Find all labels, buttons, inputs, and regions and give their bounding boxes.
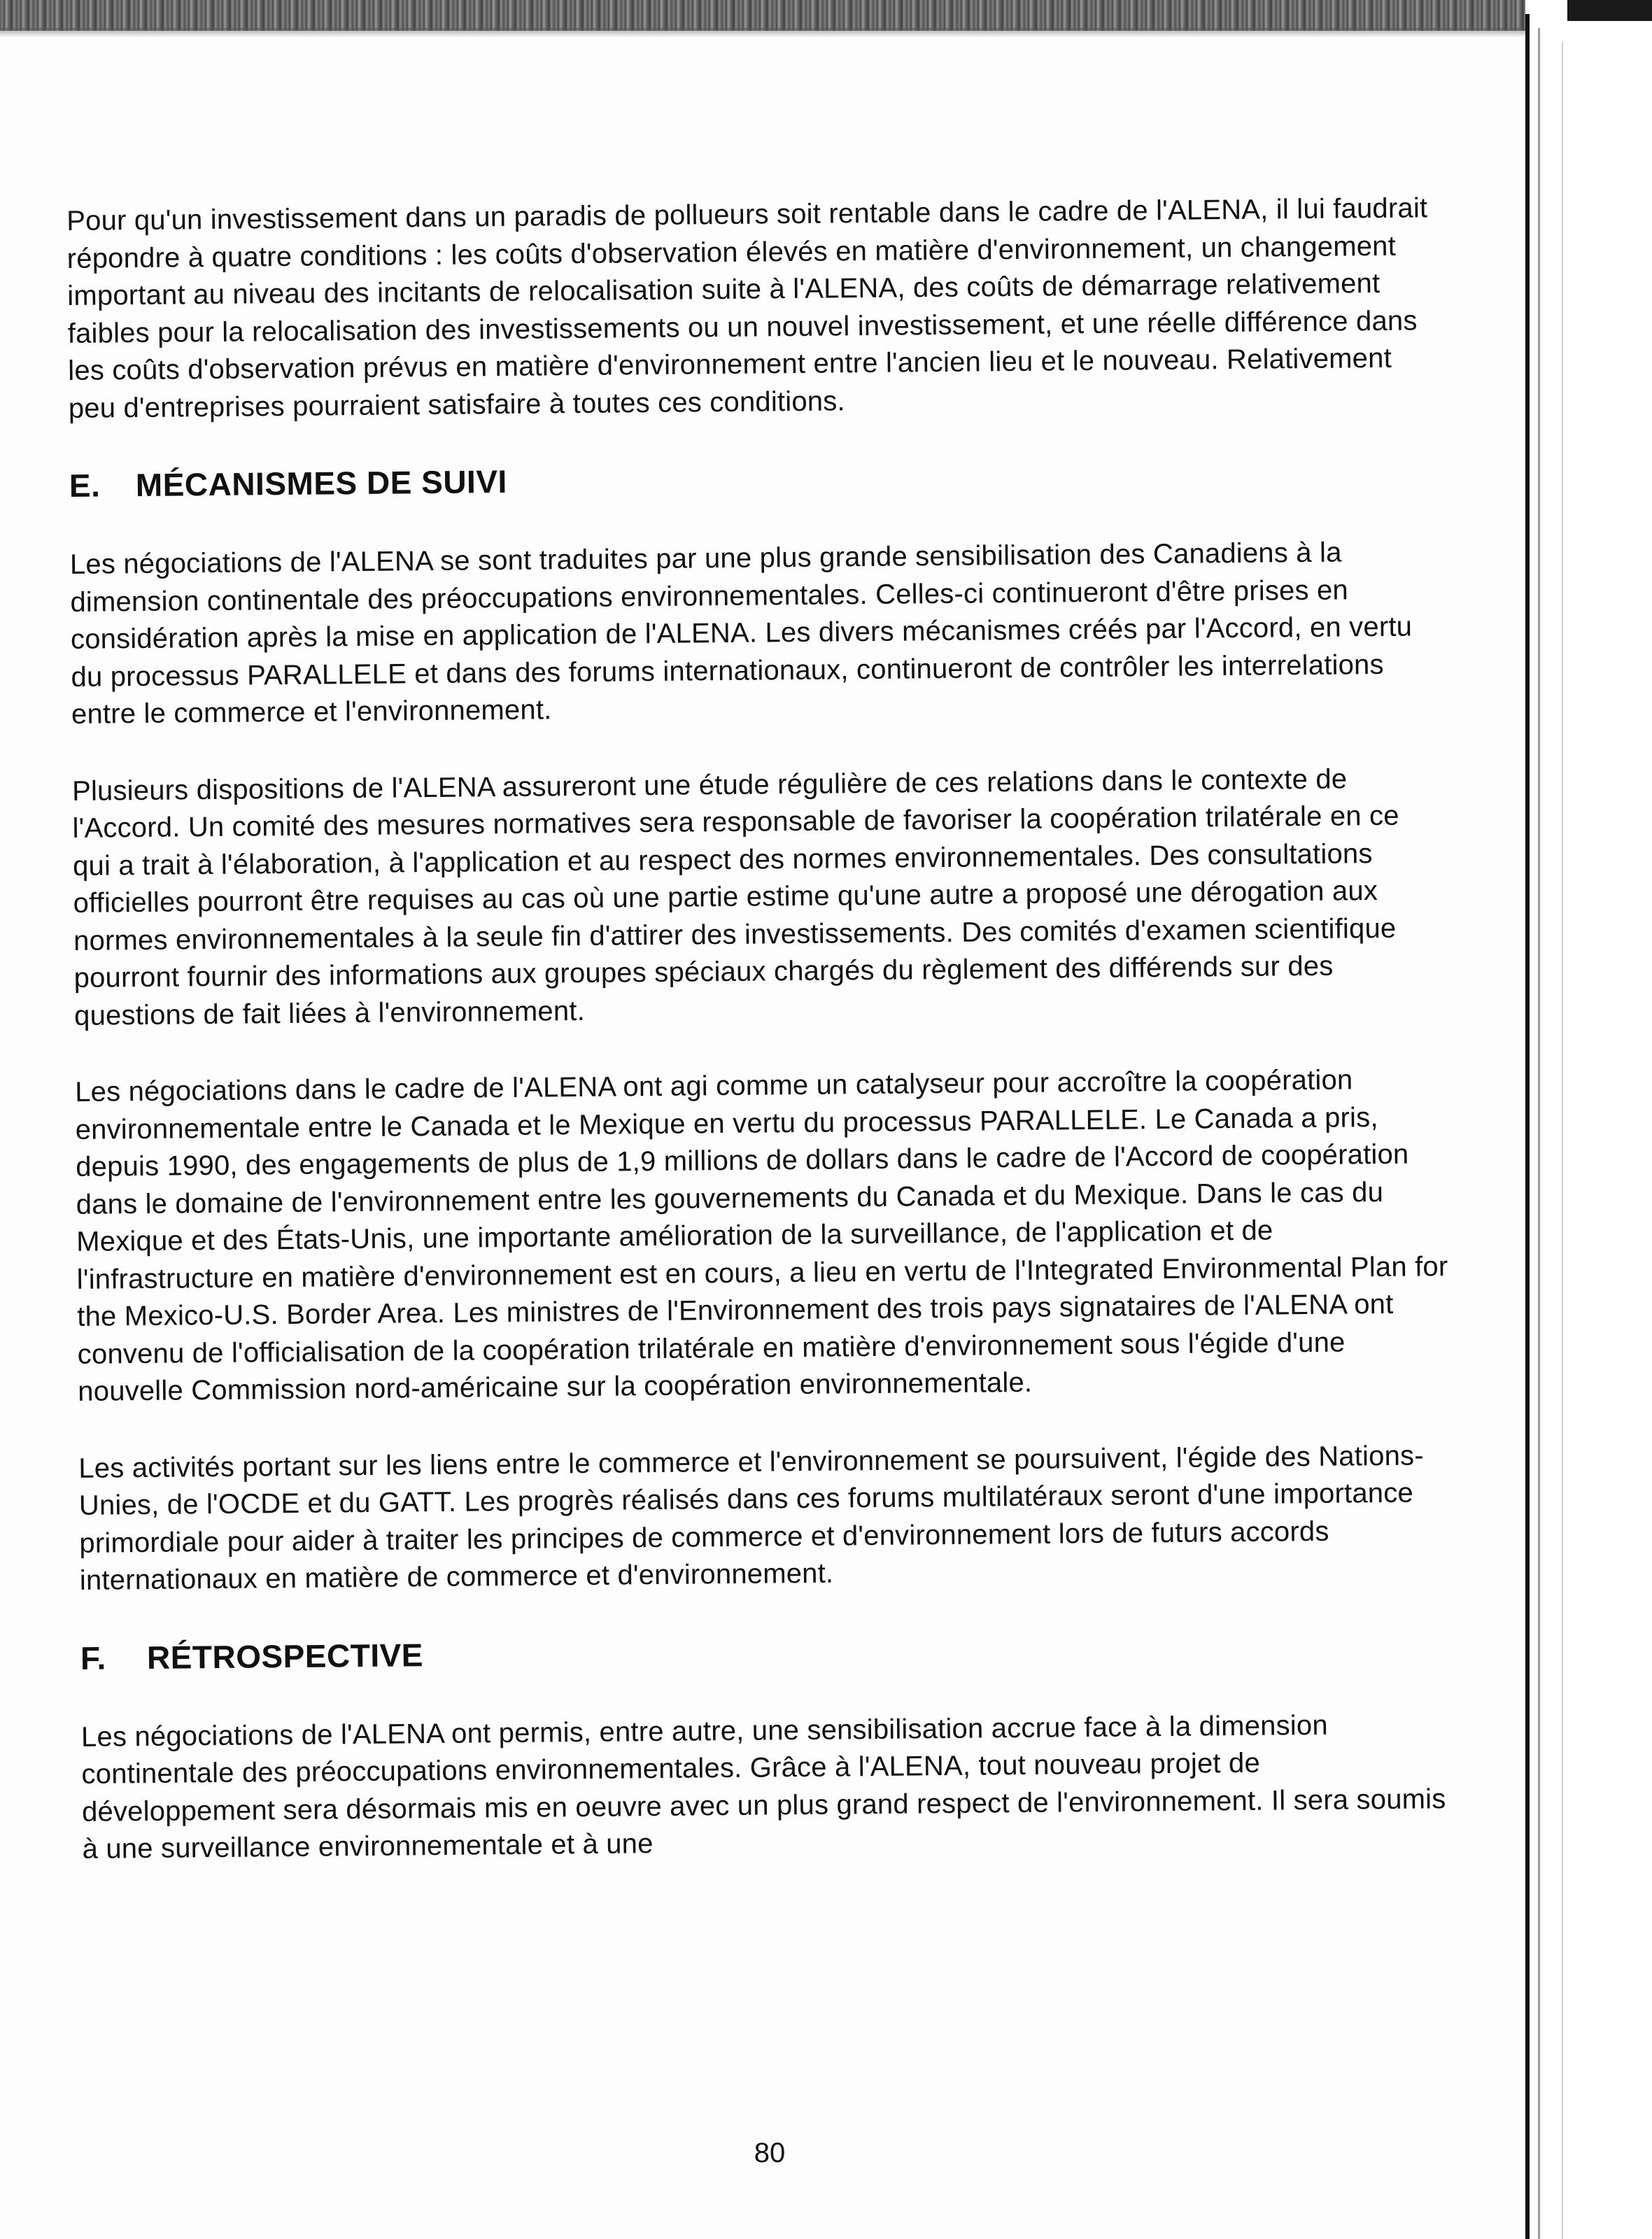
binding-line <box>1538 28 1540 2239</box>
binding-line <box>1562 42 1563 2239</box>
paragraph: Les activités portant sur les liens entre le commerce et l'environnement se poursuivent, l'égide des Nations-Unies, de l'OCDE et du GATT. Les progrès réalisés dans ces forums multilatéraux seront d'une importance primordiale pour aider à traiter les principes de commerce et d'environnement lors de futurs accords internationaux en matière de commerce et d'environnement. <box>78 1439 1424 1596</box>
paragraph: Les négociations de l'ALENA ont permis, entre autre, une sensibilisation accrue face à la dimension continentale des préoccupations environnementales. Grâce à l'ALENA, tout nouveau projet de développement sera désormais mis en oeuvre avec un plus grand respect de l'environnement. Il sera soumis à une surveillance environnementale et à une <box>80 1709 1446 1865</box>
page-content <box>66 190 1454 1907</box>
page-number: 80 <box>754 2138 786 2168</box>
section-heading-f <box>80 1626 1452 1677</box>
section-title: RÉTROSPECTIVE <box>146 1636 424 1676</box>
section-title: MÉCANISMES DE SUIVI <box>135 462 508 504</box>
paragraph-intro: Pour qu'un investissement dans un paradis de pollueurs soit rentable dans le cadre de l'ALENA, il lui faudrait répondre à quatre conditions : les coûts d'observation élevés en matière d'environnement, un changement important au niveau des incitants de relocalisation suite à l'ALENA, des coûts de démarrage relativement faibles pour la relocalisation des investissements ou un nouvel investissement, et une réelle différence dans les coûts d'observation prévus en matière d'environnement entre l'ancien lieu et le nouveau. Relativement peu d'entreprises pourraient satisfaire à toutes ces conditions. <box>66 192 1428 424</box>
binding-line <box>1525 14 1530 2239</box>
section-letter: E. <box>69 467 101 504</box>
paragraph: Plusieurs dispositions de l'ALENA assureront une étude régulière de ces relations dans le contexte de l'Accord. Un comité des mesures normatives sera responsable de favoriser la coopération trilatérale en ce qui a trait à l'élaboration, à l'application et au respect des normes environnementales. Des consultations officielles pourront être requises au cas où une partie estime qu'une autre a proposé une dérogation aux normes environnementales à la seule fin d'attirer des investissements. Des comités d'examen scientifique pourront fournir des informations aux groupes spéciaux chargés du règlement des différends sur des questions de fait liées à l'environnement. <box>71 763 1399 1031</box>
paragraph: Les négociations de l'ALENA se sont traduites par une plus grande sensibilisation des Canadiens à la dimension continentale des préoccupations environnementales. Celles-ci continueront d'être prises en considération après la mise en application de l'ALENA. Les divers mécanismes créés par l'Accord, en vertu du processus PARALLELE et dans des forums internationaux, continueront de contrôler les interrelations entre le commerce et l'environnement. <box>69 537 1413 730</box>
page-binding-edge <box>1525 0 1652 2239</box>
paragraph: Les négociations dans le cadre de l'ALENA ont agi comme un catalyseur pour accroître la coopération environnementale entre le Canada et le Mexique en vertu du processus PARALLELE. Le Canada a pris, depuis 1990, des engagements de plus de 1,9 millions de dollars dans le cadre de l'Accord de coopération dans le domaine de l'environnement entre les gouvernements du Canada et du Mexique. Dans le cas du Mexique et des États-Unis, une importante amélioration de la surveillance, de l'application et de l'infrastructure en matière d'environnement est en cours, a lieu en vertu de l'Integrated Environmental Plan for the Mexico-U.S. Border Area. Les ministres de l'Environnement des trois pays signataires de l'ALENA ont convenu de l'officialisation de la coopération trilatérale en matière d'environnement sous l'égide d'une nouvelle Commission nord-américaine sur la coopération environnementale. <box>74 1064 1448 1407</box>
section-letter: F. <box>80 1639 106 1676</box>
section-heading-e <box>69 453 1441 504</box>
binding-corner <box>1567 0 1652 21</box>
scan-artifact-top <box>0 0 1652 31</box>
